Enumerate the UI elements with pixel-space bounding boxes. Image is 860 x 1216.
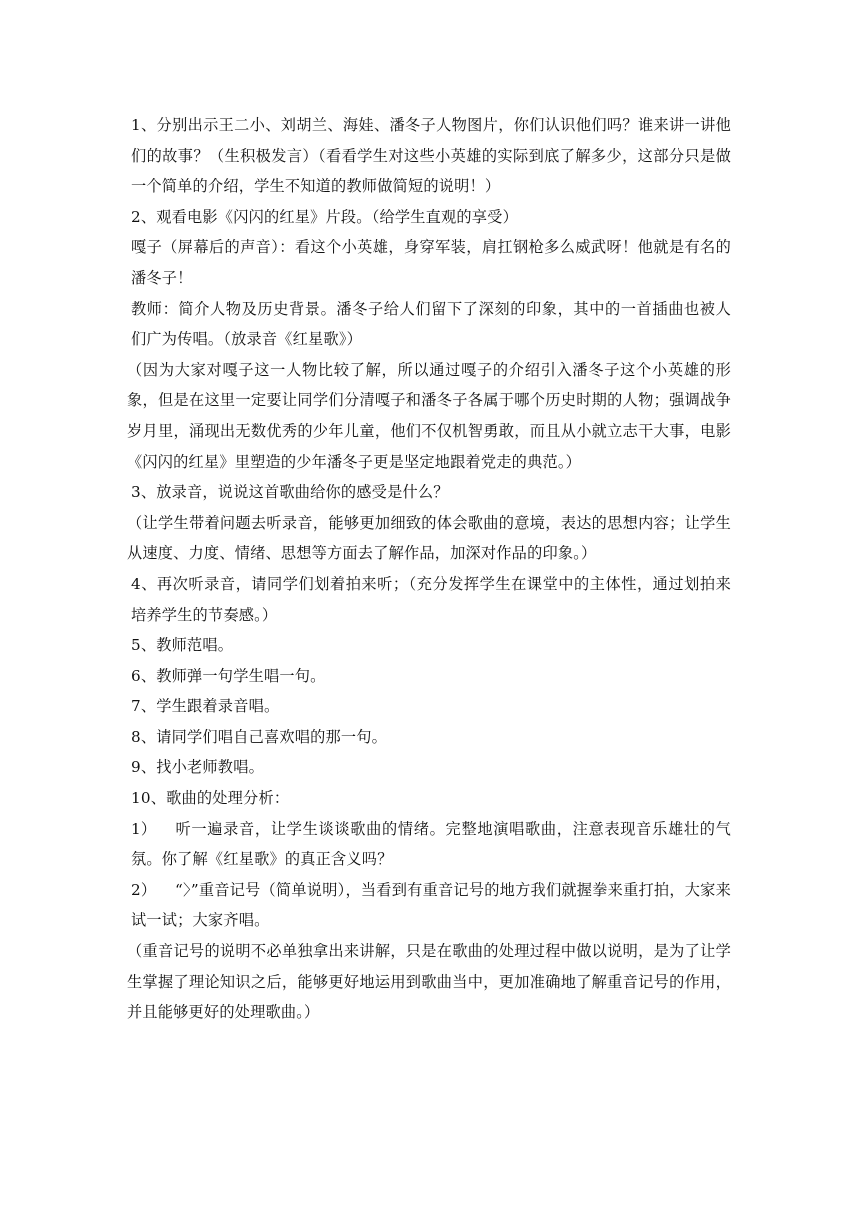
sub-item-1 xyxy=(131,814,731,875)
paragraph-11: 7、学生跟着录音唱。 xyxy=(131,697,280,716)
sub-item-1-number: 1） xyxy=(131,819,157,838)
paragraph-12: 8、请同学们唱自己喜欢唱的那一句。 xyxy=(131,727,388,746)
paragraph-10: 6、教师弹一句学生唱一句。 xyxy=(131,666,326,685)
paragraph-14: 10、歌曲的处理分析： xyxy=(131,789,290,808)
paragraph-6: 3、放录音，说说这首歌曲给你的感受是什么？ xyxy=(131,483,449,502)
paragraph-9: 5、教师范唱。 xyxy=(131,636,234,655)
sub-item-1-text: 听一遍录音，让学生谈谈歌曲的情绪。完整地演唱歌曲，注意表现音乐雄壮的气氛。你了解《红星歌》的真正含义吗？ xyxy=(131,819,731,869)
paragraph-8: 4、再次听录音，请同学们划着拍来听；（充分发挥学生在课堂中的主体性，通过划拍来培养学生的节奏感。） xyxy=(131,574,731,624)
paragraph-4: 教师：简介人物及历史背景。潘冬子给人们留下了深刻的印象，其中的一首插曲也被人们广为传唱。（放录音《红星歌》） xyxy=(131,299,731,349)
sub-item-2 xyxy=(131,875,731,936)
document-page xyxy=(127,110,731,1028)
paragraph-1: 1、分别出示王二小、刘胡兰、海娃、潘冬子人物图片，你们认识他们吗？谁来讲一讲他们的故事？（生积极发言）（看看学生对这些小英雄的实际到底了解多少，这部分只是做一个简单的介绍，学生不知道的教师做简短的说明！） xyxy=(131,116,731,196)
paragraph-5: （因为大家对嘎子这一人物比较了解，所以通过嘎子的介绍引入潘冬子这个小英雄的形象，但是在这里一定要让同学们分清嘎子和潘冬子各属于哪个历史时期的人物；强调战争岁月里，涌现出无数优秀的少年儿童，他们不仅机智勇敢，而且从小就立志干大事，电影《闪闪的红星》里塑造的少年潘冬子更是坚定地跟着党走的典范。） xyxy=(127,360,731,471)
paragraph-3: 嘎子（屏幕后的声音）：看这个小英雄，身穿军装，肩扛钢枪多么威武呀！他就是有名的潘冬子！ xyxy=(131,238,731,287)
sub-item-2-number: 2） xyxy=(131,880,157,899)
sub-item-2-text: “〉”重音记号（简单说明），当看到有重音记号的地方我们就握拳来重打拍，大家来试一试；大家齐唱。 xyxy=(131,880,731,930)
paragraph-7: （让学生带着问题去听录音，能够更加细致的体会歌曲的意境，表达的思想内容；让学生从速度、力度、情绪、思想等方面去了解作品，加深对作品的印象。） xyxy=(127,513,731,563)
paragraph-2: 2、观看电影《闪闪的红星》片段。（给学生直观的享受） xyxy=(131,207,518,226)
paragraph-13: 9、找小老师教唱。 xyxy=(131,758,264,777)
paragraph-17: （重音记号的说明不必单独拿出来讲解，只是在歌曲的处理过程中做以说明，是为了让学生掌握了理论知识之后，能够更好地运用到歌曲当中，更加准确地了解重音记号的作用，并且能够更好的处理歌曲。） xyxy=(127,942,731,1022)
